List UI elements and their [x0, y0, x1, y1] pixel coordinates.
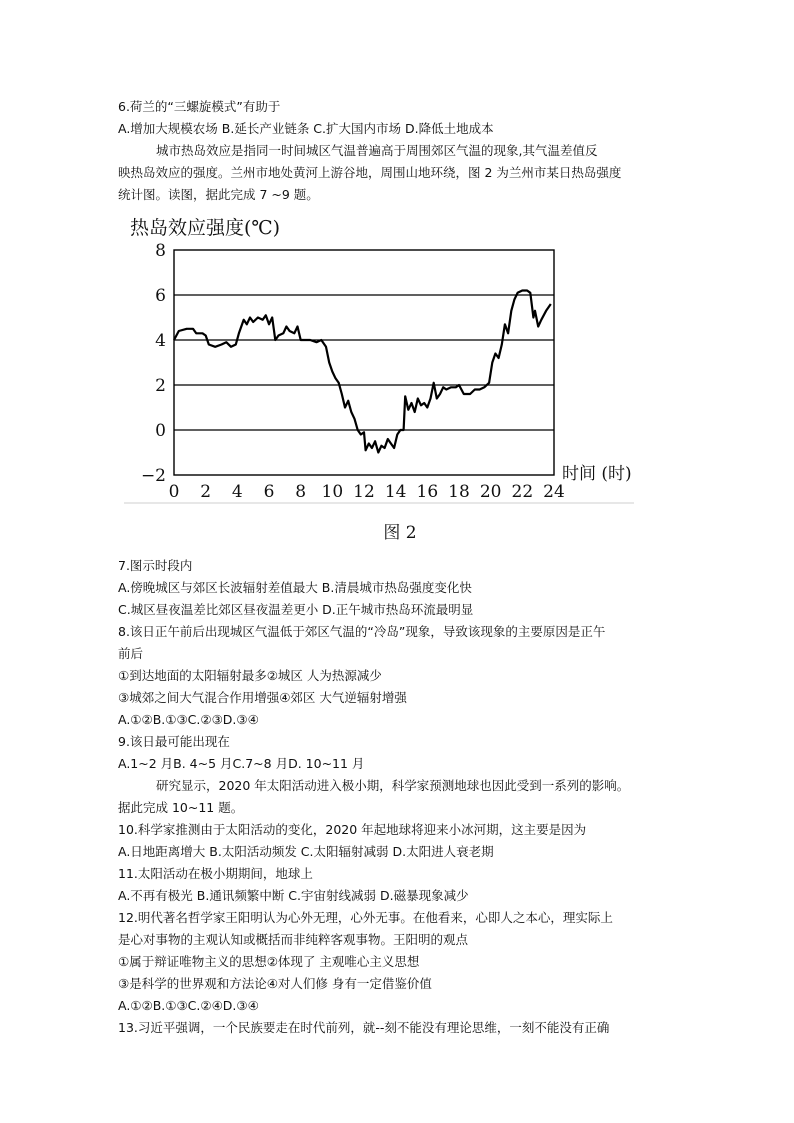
y-tick-label: 8: [155, 241, 166, 261]
q8-stem-line1: 8.该日正午前后出现城区气温低于郊区气温的“冷岛”现象，导致该现象的主要原因是正午: [118, 624, 606, 639]
q11-stem: 11.太阳活动在极小期期间，地球上: [118, 866, 313, 881]
q12-stem-line2: 是心对事物的主观认知或概括而非纯粹客观事物。王阳明的观点: [118, 932, 469, 947]
y-tick-label: 2: [155, 376, 166, 396]
q13-stem: 13.习近平强调，一个民族要走在时代前列，就--刻不能没有理论思维，一刻不能没有正确: [118, 1020, 610, 1035]
intro1-line1: 城市热岛效应是指同一时间城区气温普遍高于周围郊区气温的现象,其气温差值反: [156, 143, 598, 158]
q9-stem: 9.该日最可能出现在: [118, 734, 230, 749]
figure-caption: 图 2: [383, 523, 417, 543]
q8-options: A.①②B.①③C.②③D.③④: [118, 712, 259, 727]
x-tick-label: 8: [295, 482, 307, 502]
q7-options-line2: C.城区昼夜温差比郊区昼夜温差更小 D.正午城市热岛环流最明显: [118, 602, 474, 617]
q10-stem: 10.科学家推测由于太阳活动的变化，2020 年起地球将迎来小冰河期，这主要是因为: [118, 822, 587, 837]
q12-stem-line1: 12.明代著名哲学家王阳明认为心外无理，心外无事。在他看来，心即人之本心，理实际上: [118, 910, 613, 925]
intro2-line1: 研究显示，2020 年太阳活动进入极小期，科学家预测地球也因此受到一系列的影响。: [156, 778, 630, 793]
heat-island-chart: [118, 212, 638, 512]
chart-title: 热岛效应强度(℃): [130, 217, 281, 239]
x-tick-label: 16: [416, 482, 439, 502]
q12-statements-line2: ③是科学的世界观和方法论④对人们修 身有一定借鉴价值: [118, 976, 432, 991]
q8-stem-line2: 前后: [118, 646, 144, 661]
q12-statements-line1: ①属于辩证唯物主义的思想②体现了 主观唯心主义思想: [118, 954, 420, 969]
x-tick-label: 2: [200, 482, 212, 502]
y-tick-label: 4: [155, 331, 166, 351]
series-line-heat-island: [174, 291, 551, 453]
x-tick-label: 4: [231, 482, 243, 502]
q8-statements-line2: ③城郊之间大气混合作用增强④郊区 大气逆辐射增强: [118, 690, 407, 705]
y-tick-label: −2: [140, 466, 166, 486]
q8-statements-line1: ①到达地面的太阳辐射最多②城区 人为热源减少: [118, 668, 382, 683]
q6-options: A.增加大规模农场 B.延长产业链条 C.扩大国内市场 D.降低土地成本: [118, 121, 494, 136]
x-axis-label: 时间 (时): [562, 464, 632, 484]
x-tick-label: 22: [511, 482, 534, 502]
x-tick-label: 18: [448, 482, 470, 502]
intro2-line2: 据此完成 10~11 题。: [118, 800, 244, 815]
chart-svg: [118, 212, 638, 512]
q6-stem: 6.荷兰的“三螺旋模式”有助于: [118, 99, 281, 114]
exam-page: [118, 96, 682, 1039]
q7-stem: 7.图示时段内: [118, 558, 193, 573]
q12-options: A.①②B.①③C.②④D.③④: [118, 998, 259, 1013]
y-tick-label: 6: [155, 286, 166, 306]
x-tick-label: 12: [353, 482, 375, 502]
y-tick-label: 0: [155, 421, 166, 441]
q10-options: A.日地距离增大 B.太阳活动频发 C.太阳辐射减弱 D.太阳进人衰老期: [118, 844, 494, 859]
x-tick-label: 14: [384, 482, 407, 502]
x-tick-label: 6: [263, 482, 275, 502]
q9-options: A.1~2 月B. 4~5 月C.7~8 月D. 10~11 月: [118, 756, 365, 771]
x-tick-label: 24: [543, 482, 565, 502]
x-tick-label: 10: [321, 482, 344, 502]
intro1-line3: 统计图。读图，据此完成 7 ~9 题。: [118, 187, 319, 202]
q11-options: A.不再有极光 B.通讯频繁中断 C.宇宙射线减弱 D.磁暴现象减少: [118, 888, 469, 903]
intro1-line2: 映热岛效应的强度。兰州市地处黄河上游谷地，周围山地环绕，图 2 为兰州市某日热岛强度: [118, 165, 622, 180]
q7-options-line1: A.傍晚城区与郊区长波辐射差值最大 B.清晨城市热岛强度变化快: [118, 580, 472, 595]
x-tick-label: 0: [168, 482, 180, 502]
x-tick-label: 20: [479, 482, 502, 502]
